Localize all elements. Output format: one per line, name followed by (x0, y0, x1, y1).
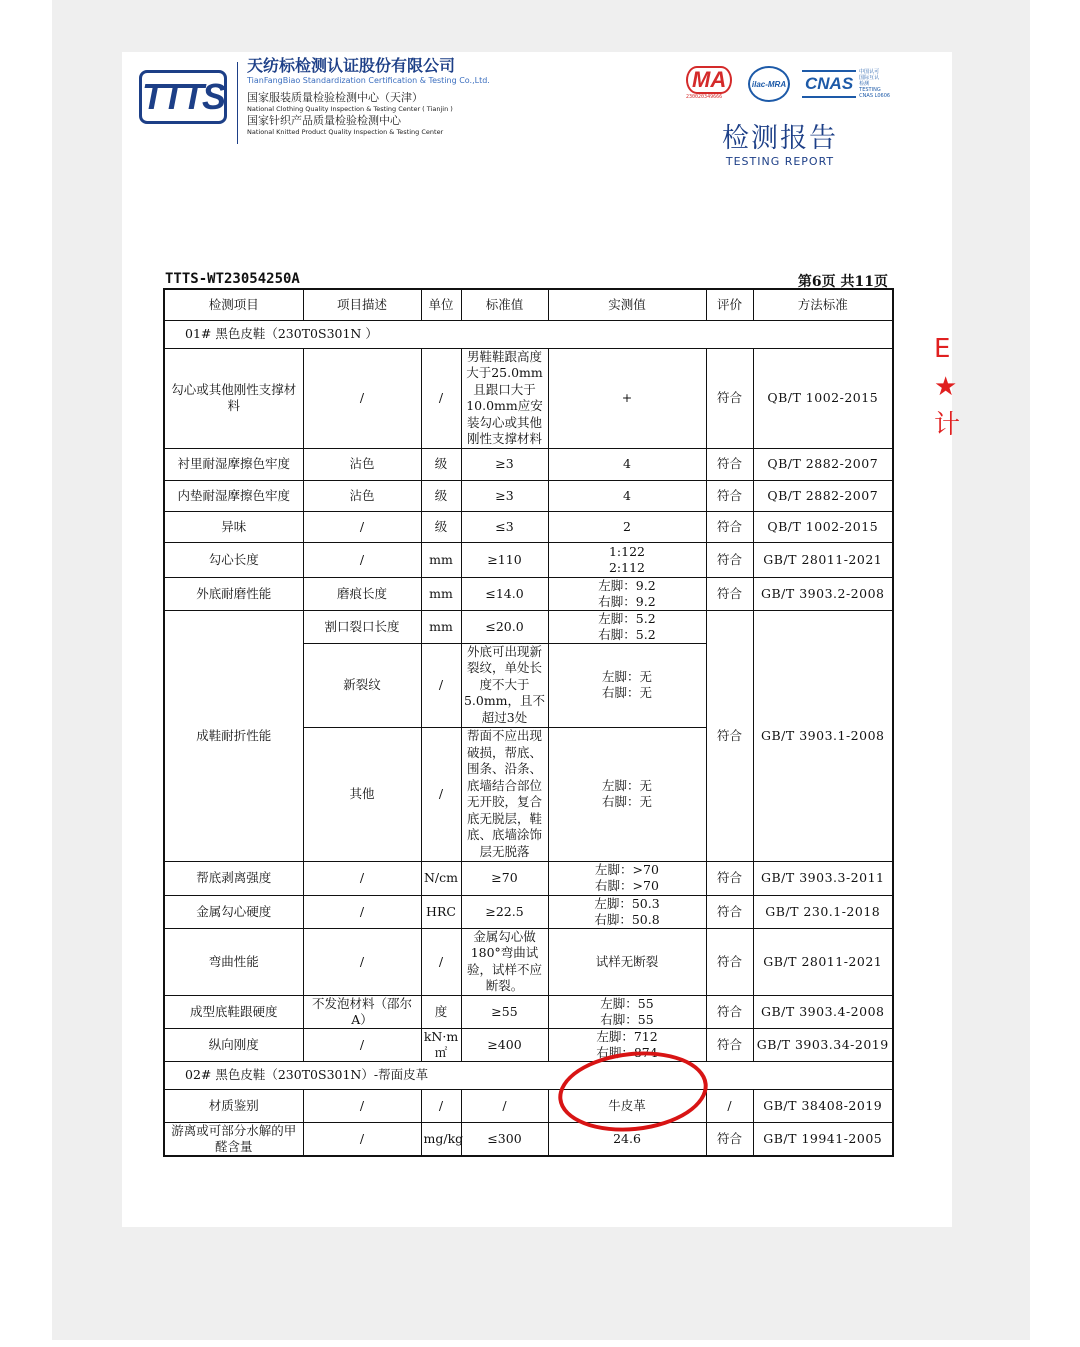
table-row (164, 861, 893, 895)
cell-result: 左脚：无 右脚：无 (548, 643, 706, 727)
cell-unit: 度 (421, 995, 461, 1028)
cell-result: 1:122 2:112 (548, 542, 706, 577)
cell-eval: 符合 (706, 995, 753, 1028)
certification-marks (686, 66, 890, 102)
cell-desc: 其他 (303, 727, 421, 861)
cell-method: GB/T 230.1-2018 (753, 895, 893, 928)
cell-standard: ≥70 (461, 861, 548, 895)
cnas-mark (802, 69, 890, 99)
cnas-sub (859, 69, 890, 99)
table-row (164, 577, 893, 610)
column-header: 项目描述 (303, 289, 421, 320)
report-id: TTTS-WT23054250A (165, 271, 300, 287)
section-row (164, 320, 893, 348)
table-row (164, 895, 893, 928)
cell-unit: / (421, 727, 461, 861)
cnas-text: CNAS (802, 70, 856, 98)
cell-unit: HRC (421, 895, 461, 928)
column-header: 单位 (421, 289, 461, 320)
cell-method: GB/T 3903.4-2008 (753, 995, 893, 1028)
cell-method: GB/T 19941-2005 (753, 1122, 893, 1156)
org-name-en: TianFangBiao Standardization Certification & Testing Co.,Ltd. (247, 76, 490, 85)
cell-result: 2 (548, 511, 706, 542)
organization-block (247, 56, 490, 137)
ilac-text: ilac-MRA (751, 79, 787, 89)
cell-item: 外底耐磨性能 (164, 577, 303, 610)
page-info: 第6页 共11页 (797, 274, 888, 290)
cell-item: 游离或可部分水解的甲醛含量 (164, 1122, 303, 1156)
cell-standard: ≥3 (461, 480, 548, 511)
cell-result: 左脚：55 右脚：55 (548, 995, 706, 1028)
cell-result: 左脚：50.3 右脚：50.8 (548, 895, 706, 928)
table-row (164, 348, 893, 448)
org-name-cn: 天纺标检测认证股份有限公司 (247, 56, 456, 75)
cell-unit: 级 (421, 480, 461, 511)
cell-desc: / (303, 1028, 421, 1061)
cell-unit: kN·m㎡ (421, 1028, 461, 1061)
cell-unit: N/cm (421, 861, 461, 895)
cell-desc: / (303, 348, 421, 448)
cell-method: GB/T 28011-2021 (753, 542, 893, 577)
center2-en: National Knitted Product Quality Inspection & Testing Center (247, 128, 444, 136)
table-row (164, 1028, 893, 1061)
column-header: 实测值 (548, 289, 706, 320)
section-title: 02# 黑色皮鞋（230T0S301N）-帮面皮革 (164, 1061, 893, 1089)
cell-unit: / (421, 1089, 461, 1122)
cell-item: 成鞋耐折性能 (164, 610, 303, 861)
cnas-sub-line: 国际互认 (859, 75, 880, 81)
logo-text: TTTS (142, 76, 224, 117)
cell-desc: / (303, 511, 421, 542)
cell-standard: ≥55 (461, 995, 548, 1028)
cma-number: 230020349666 (686, 94, 723, 100)
cell-eval: 符合 (706, 928, 753, 995)
cma-mark (686, 66, 736, 102)
cell-desc: / (303, 1089, 421, 1122)
cell-standard: ≤300 (461, 1122, 548, 1156)
cell-result: 4 (548, 448, 706, 480)
cell-result: 左脚：5.2 右脚：5.2 (548, 610, 706, 643)
cell-eval: 符合 (706, 542, 753, 577)
stamp-star-icon: ★ (934, 372, 958, 402)
cell-standard: ≤14.0 (461, 577, 548, 610)
cell-desc: / (303, 895, 421, 928)
cell-desc: 沾色 (303, 448, 421, 480)
column-header: 标准值 (461, 289, 548, 320)
ilac-mra-mark (748, 66, 790, 102)
cell-desc: 不发泡材料（邵尔A） (303, 995, 421, 1028)
cell-standard: 金属勾心做180°弯曲试验，试样不应断裂。 (461, 928, 548, 995)
cell-result: + (548, 348, 706, 448)
cell-method: GB/T 3903.1-2008 (753, 610, 893, 861)
cell-desc: / (303, 1122, 421, 1156)
table-row (164, 480, 893, 511)
cell-eval: 符合 (706, 448, 753, 480)
cell-item: 勾心长度 (164, 542, 303, 577)
cell-standard: 帮面不应出现破损，帮底、围条、沿条、底墙结合部位无开胶，复合底无脱层，鞋底、底墙涂饰层无脱落 (461, 727, 548, 861)
table-row (164, 1089, 893, 1122)
cell-unit: mm (421, 542, 461, 577)
column-header: 方法标准 (753, 289, 893, 320)
cell-standard: 外底可出现新裂纹，单处长度不大于5.0mm，且不超过3处 (461, 643, 548, 727)
cell-eval: 符合 (706, 1122, 753, 1156)
cell-item: 弯曲性能 (164, 928, 303, 995)
cell-item: 成型底鞋跟硬度 (164, 995, 303, 1028)
cell-unit: 级 (421, 448, 461, 480)
cell-eval: / (706, 1089, 753, 1122)
cell-standard: ≤3 (461, 511, 548, 542)
cell-standard: ≥3 (461, 448, 548, 480)
cell-standard: 男鞋鞋跟高度大于25.0mm且跟口大于10.0mm应安装勾心或其他刚性支撑材料 (461, 348, 548, 448)
table-row (164, 511, 893, 542)
table-row (164, 928, 893, 995)
cell-method: GB/T 3903.34-2019 (753, 1028, 893, 1061)
seal-stamp-fragment (934, 330, 961, 500)
cell-eval: 符合 (706, 895, 753, 928)
cell-desc: 沾色 (303, 480, 421, 511)
cell-desc: 割口裂口长度 (303, 610, 421, 643)
cell-result: 左脚：9.2 右脚：9.2 (548, 577, 706, 610)
results-table (163, 288, 894, 1157)
cell-item: 金属勾心硬度 (164, 895, 303, 928)
cell-result: 试样无断裂 (548, 928, 706, 995)
section-row (164, 1061, 893, 1089)
center2-cn: 国家针织产品质量检验检测中心 (247, 114, 401, 127)
cell-result: 24.6 (548, 1122, 706, 1156)
cell-unit: / (421, 348, 461, 448)
cnas-sub-line: 检测 (859, 81, 870, 87)
table-row (164, 448, 893, 480)
table-header-row (164, 289, 893, 320)
cell-method: GB/T 38408-2019 (753, 1089, 893, 1122)
center1-cn: 国家服装质量检验检测中心（天津） (247, 91, 423, 104)
cell-result: 左脚：712 右脚：874 (548, 1028, 706, 1061)
cell-desc: / (303, 928, 421, 995)
cell-desc: 磨痕长度 (303, 577, 421, 610)
cell-unit: mm (421, 577, 461, 610)
cell-desc: / (303, 861, 421, 895)
cell-method: QB/T 1002-2015 (753, 511, 893, 542)
cell-unit: / (421, 643, 461, 727)
report-title-en: TESTING REPORT (725, 155, 835, 168)
table-row (164, 1122, 893, 1156)
cnas-sub-line: 中国认可 (859, 69, 880, 75)
logo-divider (237, 62, 238, 144)
ttts-logo (139, 70, 227, 124)
cell-item: 异味 (164, 511, 303, 542)
cma-text: MA (686, 66, 732, 94)
cell-item: 勾心或其他刚性支撑材料 (164, 348, 303, 448)
cell-unit: / (421, 928, 461, 995)
cell-standard: / (461, 1089, 548, 1122)
cell-desc: 新裂纹 (303, 643, 421, 727)
cell-result: 牛皮革 (548, 1089, 706, 1122)
cell-standard: ≥110 (461, 542, 548, 577)
table-row (164, 610, 893, 643)
cell-standard: ≤20.0 (461, 610, 548, 643)
center1-en: National Clothing Quality Inspection & Testing Center ( Tianjin ) (247, 105, 453, 113)
cell-method: QB/T 2882-2007 (753, 448, 893, 480)
column-header: 检测项目 (164, 289, 303, 320)
cell-unit: 级 (421, 511, 461, 542)
cell-method: GB/T 3903.3-2011 (753, 861, 893, 895)
cell-eval: 符合 (706, 511, 753, 542)
cell-standard: ≥400 (461, 1028, 548, 1061)
cell-unit: mm (421, 610, 461, 643)
cell-method: QB/T 2882-2007 (753, 480, 893, 511)
cell-standard: ≥22.5 (461, 895, 548, 928)
cell-eval: 符合 (706, 861, 753, 895)
cell-desc: / (303, 542, 421, 577)
cell-method: GB/T 28011-2021 (753, 928, 893, 995)
table-row (164, 542, 893, 577)
cnas-sub-line: CNAS L0606 (859, 93, 891, 99)
cell-item: 纵向刚度 (164, 1028, 303, 1061)
cell-eval: 符合 (706, 480, 753, 511)
cell-item: 材质鉴别 (164, 1089, 303, 1122)
cell-unit: mg/kg (421, 1122, 461, 1156)
table-row (164, 995, 893, 1028)
cell-item: 衬里耐湿摩擦色牢度 (164, 448, 303, 480)
column-header: 评价 (706, 289, 753, 320)
section-title: 01# 黑色皮鞋（230T0S301N ） (164, 320, 893, 348)
cell-method: QB/T 1002-2015 (753, 348, 893, 448)
cell-item: 帮底剥离强度 (164, 861, 303, 895)
cell-eval: 符合 (706, 348, 753, 448)
cell-method: GB/T 3903.2-2008 (753, 577, 893, 610)
cell-item: 内垫耐湿摩擦色牢度 (164, 480, 303, 511)
cnas-sub-line: TESTING (859, 87, 881, 93)
stamp-char: 计 (934, 410, 961, 440)
cell-result: 4 (548, 480, 706, 511)
cell-result: 左脚：无 右脚：无 (548, 727, 706, 861)
cell-result: 左脚：>70 右脚：>70 (548, 861, 706, 895)
report-title (690, 122, 870, 168)
cell-eval: 符合 (706, 577, 753, 610)
cell-eval: 符合 (706, 610, 753, 861)
stamp-char: E (934, 334, 951, 364)
cell-eval: 符合 (706, 1028, 753, 1061)
report-title-cn: 检测报告 (722, 123, 838, 154)
